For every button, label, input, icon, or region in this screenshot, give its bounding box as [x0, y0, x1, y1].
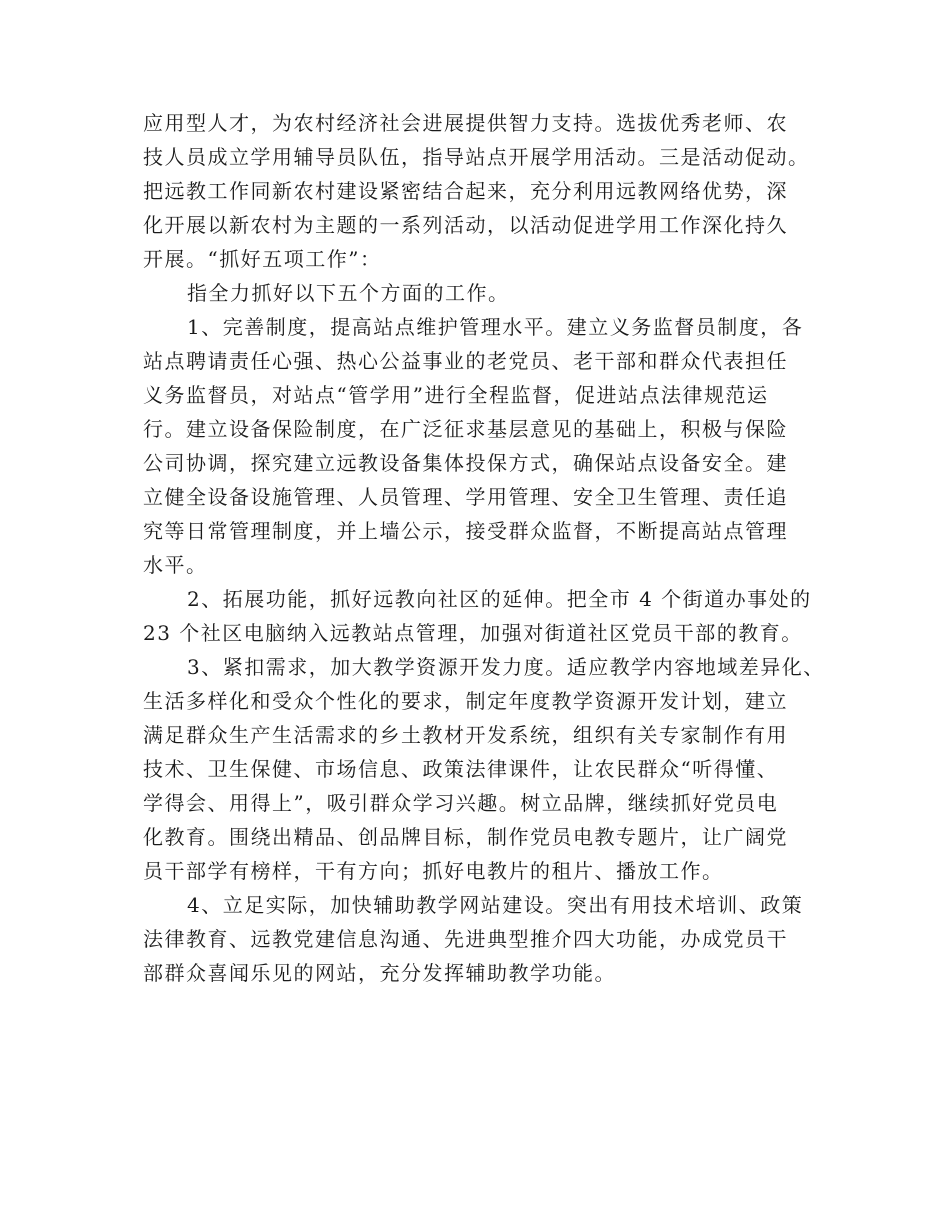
text-line: 23 个社区电脑纳入远教站点管理，加强对街道社区党员干部的教育。: [143, 621, 803, 645]
text-line: 生活多样化和受众个性化的要求，制定年度教学资源开发计划，建立: [143, 689, 788, 713]
text-line: 技人员成立学用辅导员队伍，指导站点开展学用活动。三是活动促动。: [143, 145, 810, 169]
text-line: 把远教工作同新农村建设紧密结合起来，充分利用远教网络优势，深: [143, 179, 788, 203]
text-line: 化教育。围绕出精品、创品牌目标，制作党员电教专题片，让广阔党: [143, 825, 788, 849]
text-line: 行。建立设备保险制度，在广泛征求基层意见的基础上，积极与保险: [143, 417, 788, 441]
paragraph-first-line: 1、完善制度，提高站点维护管理水平。建立义务监督员制度，各: [187, 315, 804, 339]
paragraph-first-line: 3、紧扣需求，加大教学资源开发力度。适应教学内容地域差异化、: [187, 655, 825, 679]
text-line: 法律教育、远教党建信息沟通、先进典型推介四大功能，办成党员干: [143, 927, 788, 951]
text-line: 部群众喜闻乐见的网站，充分发挥辅助教学功能。: [143, 961, 616, 985]
text-line: 站点聘请责任心强、热心公益事业的老党员、老干部和群众代表担任: [143, 349, 788, 373]
text-line: 技术、卫生保健、市场信息、政策法律课件，让农民群众“听得懂、: [143, 757, 779, 781]
text-line: 员干部学有榜样，干有方向；抓好电教片的租片、播放工作。: [143, 859, 724, 883]
paragraph-first-line: 4、立足实际，加快辅助教学网站建设。突出有用技术培训、政策: [187, 893, 804, 917]
paragraph-first-line: 指全力抓好以下五个方面的工作。: [187, 281, 510, 305]
text-line: 义务监督员，对站点“管学用”进行全程监督，促进站点法律规范运: [143, 383, 769, 407]
text-line: 公司协调，探究建立远教设备集体投保方式，确保站点设备安全。建: [143, 451, 788, 475]
text-line: 满足群众生产生活需求的乡土教材开发系统，组织有关专家制作有用: [143, 723, 788, 747]
document-body: [143, 106, 833, 990]
text-line: 水平。: [143, 553, 208, 577]
text-line: 化开展以新农村为主题的一系列活动，以活动促进学用工作深化持久: [143, 213, 788, 237]
text-line: 应用型人才，为农村经济社会进展提供智力支持。选拔优秀老师、农: [143, 111, 788, 135]
paragraph-first-line: 2、拓展功能，抓好远教向社区的延伸。把全市 4 个街道办事处的: [187, 587, 812, 611]
text-line: 开展。“抓好五项工作”：: [143, 247, 382, 271]
text-line: 立健全设备设施管理、人员管理、学用管理、安全卫生管理、责任追: [143, 485, 788, 509]
text-line: 究等日常管理制度，并上墙公示，接受群众监督，不断提高站点管理: [143, 519, 788, 543]
text-line: 学得会、用得上”，吸引群众学习兴趣。树立品牌，继续抓好党员电: [143, 791, 779, 815]
